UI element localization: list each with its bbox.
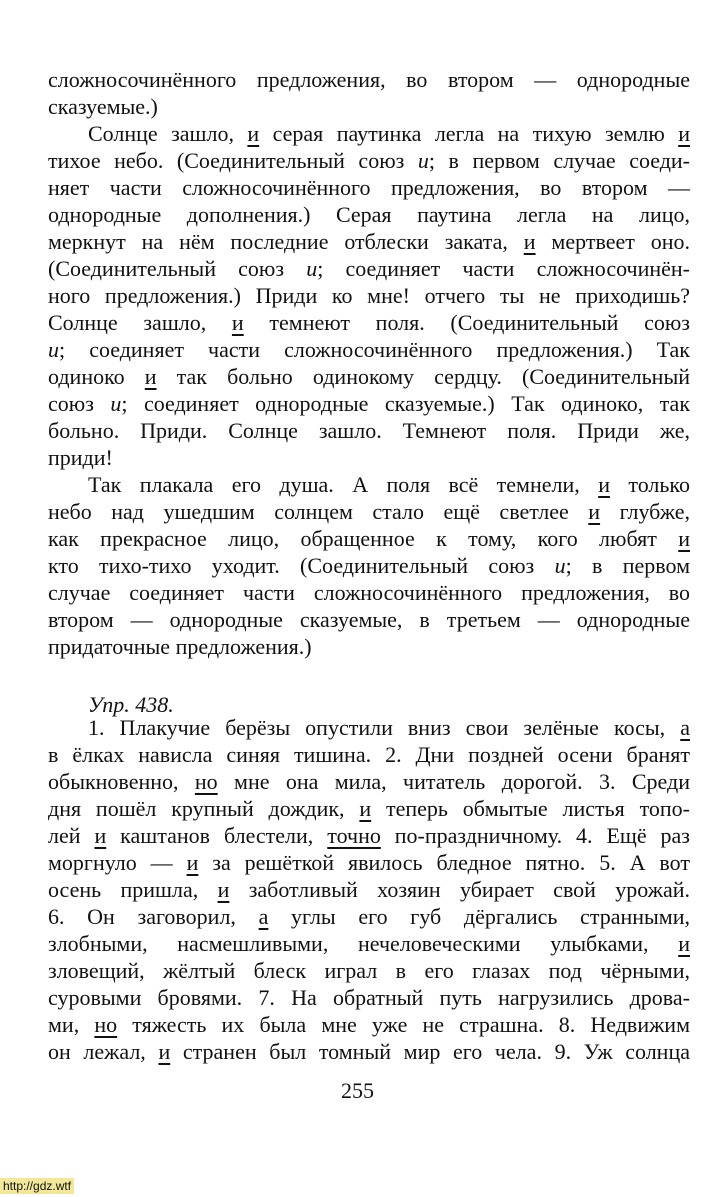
text-line [48, 1038, 690, 1065]
exercise-heading: Упр. 438. [88, 692, 174, 717]
underlined-conjunction: а [258, 904, 269, 929]
text-segment: ; в первом [565, 553, 690, 578]
text-line [88, 714, 690, 741]
page-number: 255 [341, 1078, 374, 1103]
text-segment: Солнце зашло, [88, 121, 248, 146]
underlined-conjunction: но [194, 769, 218, 794]
text-line [48, 201, 690, 228]
text-segment: втором — однородные сказуемые, в третьем — однородные [48, 607, 690, 632]
text-line [48, 930, 690, 957]
underlined-conjunction: и [231, 310, 244, 335]
text-line [48, 417, 690, 444]
text-segment: кто тихо-тихо уходит. (Соединительный союз [48, 553, 555, 578]
text-line [48, 633, 690, 660]
text-line [48, 903, 690, 930]
text-segment: в ёлках нависла синяя тишина. 2. Дни поздней осени бранят [48, 742, 690, 767]
text-segment: мне она мила, читатель дорогой. 3. Среди [217, 769, 690, 794]
text-segment: придаточные предложения.) [48, 634, 312, 659]
text-segment: ного предложения.) Приди ко мне! отчего ты не приходишь? [48, 283, 690, 308]
text-segment: по-праздничному. 4. Ещё раз [380, 823, 690, 848]
text-line [48, 498, 690, 525]
text-segment: заботливый хозяин убирает свой урожай. [229, 877, 690, 902]
underlined-conjunction: и [588, 499, 601, 524]
italic-conjunction: и [110, 391, 122, 416]
text-segment: Солнце зашло, [48, 310, 232, 335]
text-line [48, 66, 690, 93]
text-segment: Так плакала его душа. А поля всё темнели, [88, 472, 599, 497]
underlined-conjunction: и [217, 877, 230, 902]
text-segment: сказуемые.) [48, 94, 158, 119]
text-segment: одиноко [48, 364, 145, 389]
underlined-conjunction: и [144, 364, 157, 389]
text-segment: обыкновенно, [48, 769, 195, 794]
text-segment: больно. Приди. Солнце зашло. Темнеют поля. Приди же, [48, 418, 690, 443]
text-segment: моргнуло — [48, 850, 187, 875]
text-segment: союз [48, 391, 111, 416]
text-line [48, 1011, 690, 1038]
text-line [48, 93, 690, 120]
text-line [48, 444, 690, 471]
text-line [48, 768, 690, 795]
text-segment: (Соединительный союз [48, 256, 307, 281]
text-segment: серая паутинка легла на тихую землю [259, 121, 679, 146]
text-segment: зловещий, жёлтый блеск играл в его глазах под чёрными, [48, 958, 690, 983]
text-line [48, 822, 690, 849]
text-segment: 1. Плакучие берёзы опустили вниз свои зелёные косы, [88, 715, 681, 740]
italic-conjunction: и [48, 337, 59, 362]
text-line [48, 363, 690, 390]
text-line [48, 579, 690, 606]
underlined-conjunction: и [94, 823, 107, 848]
text-segment: за решёткой явилось бледное пятно. 5. А вот [198, 850, 690, 875]
underlined-conjunction: и [523, 229, 536, 254]
underlined-conjunction: и [678, 121, 690, 146]
text-line [48, 309, 690, 336]
text-segment: тяжесть их была мне уже не страшна. 8. Недвижим [117, 1012, 690, 1037]
text-segment: ; соединяет части сложносочинённого предложения.) Так [59, 337, 690, 362]
underlined-conjunction: а [680, 715, 690, 740]
text-segment: меркнут на нём последние отблески заката, [48, 229, 524, 254]
text-line [48, 957, 690, 984]
text-line [88, 120, 690, 147]
text-line [48, 174, 690, 201]
italic-conjunction: и [554, 553, 566, 578]
text-segment: злобными, насмешливыми, нечеловеческими улыбками, [48, 931, 679, 956]
text-line [48, 876, 690, 903]
underlined-conjunction: и [598, 472, 610, 497]
text-line [48, 552, 690, 579]
text-line [48, 795, 690, 822]
text-line [48, 336, 690, 363]
text-segment: ; в первом случае соеди- [428, 148, 691, 173]
underlined-conjunction: и [678, 931, 690, 956]
text-line [48, 147, 690, 174]
text-segment: глубже, [600, 499, 690, 524]
text-segment: приди! [48, 445, 113, 470]
text-line [48, 282, 690, 309]
text-segment: однородные дополнения.) Серая паутина легла на лицо, [48, 202, 690, 227]
text-segment: небо над ушедшим солнцем стало ещё светлее [48, 499, 589, 524]
text-segment: каштанов блестели, [106, 823, 328, 848]
text-line [48, 984, 690, 1011]
text-segment: суровыми бровями. 7. На обратный путь нагрузились дрова- [48, 985, 690, 1010]
italic-conjunction: и [417, 148, 429, 173]
text-segment: случае соединяет части сложносочинённого предложения, во [48, 580, 690, 605]
underlined-conjunction: и [247, 121, 260, 146]
text-line [48, 849, 690, 876]
watermark-link[interactable]: http://gdz.wtf [0, 1178, 74, 1194]
text-segment: ; соединяет части сложносочинён- [317, 256, 690, 281]
text-segment: 6. Он заговорил, [48, 904, 259, 929]
underlined-conjunction: и [678, 526, 690, 551]
underlined-conjunction: и [186, 850, 199, 875]
text-segment: темнеют поля. (Соединительный союз [243, 310, 690, 335]
text-line [48, 525, 690, 552]
underlined-conjunction: и [158, 1039, 171, 1064]
text-segment: так больно одинокому сердцу. (Соединительный [156, 364, 690, 389]
text-segment: осень пришла, [48, 877, 218, 902]
text-segment: углы его губ дёргались странными, [268, 904, 690, 929]
text-segment: дня пошёл крупный дождик, [48, 796, 360, 821]
text-line [48, 228, 690, 255]
text-segment: ми, [48, 1012, 95, 1037]
text-line [48, 606, 690, 633]
text-segment: теперь обмытые листья топо- [371, 796, 691, 821]
text-segment: он лежал, [48, 1039, 159, 1064]
text-segment: тихое небо. (Соединительный союз [48, 148, 418, 173]
text-segment: только [609, 472, 690, 497]
text-segment: сложносочинённого предложения, во втором — однородные [48, 67, 690, 92]
text-segment: странен был томный мир его чела. 9. Уж солнца [170, 1039, 690, 1064]
text-segment: лей [48, 823, 95, 848]
text-line [48, 741, 690, 768]
underlined-conjunction: и [359, 796, 372, 821]
text-line [88, 471, 690, 498]
underlined-conjunction: но [94, 1012, 118, 1037]
italic-conjunction: и [306, 256, 318, 281]
underlined-conjunction: точно [327, 823, 381, 848]
text-line [48, 255, 690, 282]
text-segment: мертвеет оно. [535, 229, 691, 254]
text-segment: как прекрасное лицо, обращенное к тому, кого любят [48, 526, 679, 551]
text-segment: няет части сложносочинённого предложения, во втором — [48, 175, 690, 200]
text-segment: ; соединяет однородные сказуемые.) Так одиноко, так [121, 391, 691, 416]
text-line [48, 390, 690, 417]
